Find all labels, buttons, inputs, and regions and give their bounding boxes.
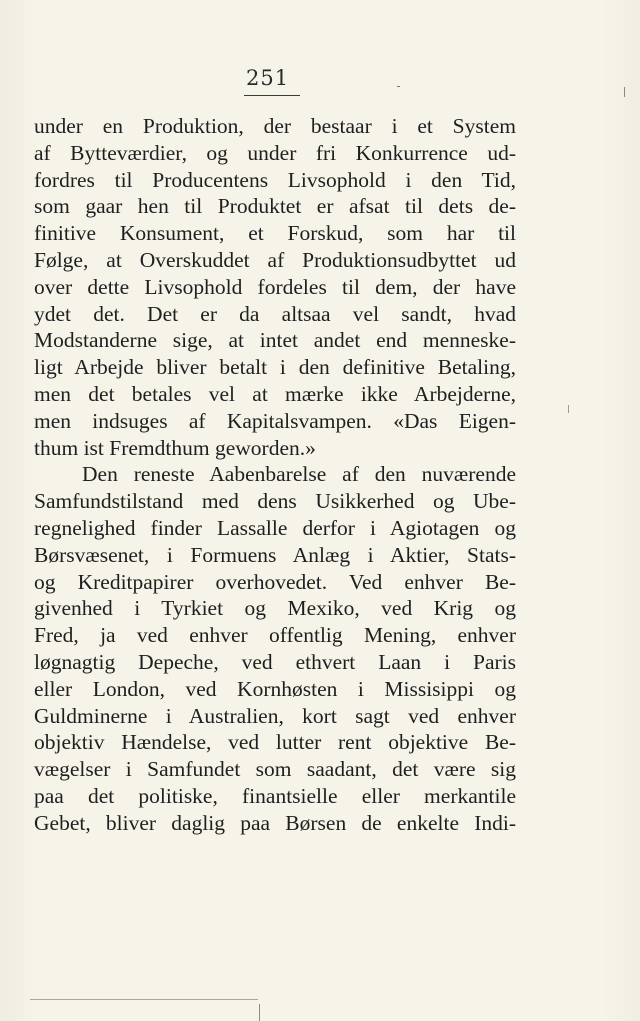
paper-mark-small <box>568 405 569 413</box>
text-line: vægelser i Samfundet som saadant, det være sig <box>34 757 516 782</box>
text-line: løgnagtig Depeche, ved ethvert Laan i Paris <box>34 649 516 674</box>
page-number: 251 <box>246 66 290 90</box>
text-line: Samfundstilstand med dens Usikkerhed og Ube- <box>34 489 516 514</box>
text-line: over dette Livsophold fordeles til dem, der have <box>34 274 516 299</box>
text-line: under en Produktion, der bestaar i et System <box>34 114 516 138</box>
scan-edge-tick <box>259 1004 260 1021</box>
text-line: finitive Konsument, et Forskud, som har til <box>34 221 516 246</box>
text-line: ligt Arbejde bliver betalt i den definitive Betaling, <box>34 355 516 380</box>
text-line: Modstanderne sige, at intet andet end menneske- <box>34 328 516 353</box>
page-number-underline <box>244 95 300 96</box>
text-line: ydet det. Det er da altsaa vel sandt, hvad <box>34 301 516 326</box>
paper-speck <box>397 86 400 87</box>
text-line: af Bytteværdier, og under fri Konkurrence ud- <box>34 140 516 165</box>
text-line: Børsvæsenet, i Formuens Anlæg i Aktier, Stats- <box>34 542 516 567</box>
text-line: regnelighed finder Lassalle derfor i Agiotagen og <box>34 515 516 540</box>
text-line: fordres til Producentens Livsophold i den Tid, <box>34 167 516 192</box>
text-line: men det betales vel at mærke ikke Arbejderne, <box>34 381 516 406</box>
paper-mark <box>624 87 625 97</box>
paragraph-end-line: thum ist Fremdthum geworden.» <box>34 435 316 460</box>
text-line: Gebet, bliver daglig paa Børsen de enkelte Indi- <box>34 810 516 835</box>
text-line: og Kreditpapirer overhovedet. Ved enhver Be- <box>34 569 516 594</box>
scan-edge-line <box>30 999 258 1000</box>
text-line: objektiv Hændelse, ved lutter rent objektive Be- <box>34 730 516 755</box>
text-line: eller London, ved Kornhøsten i Missisippi og <box>34 676 516 701</box>
body-text <box>34 113 516 837</box>
text-line: som gaar hen til Produktet er afsat til dets de- <box>34 194 516 219</box>
text-line: Guldminerne i Australien, kort sagt ved enhver <box>34 703 516 728</box>
text-line: paa det politiske, finantsielle eller merkantile <box>34 783 516 808</box>
text-line: men indsuges af Kapitalsvampen. «Das Eigen- <box>34 408 516 433</box>
text-line: Følge, at Overskuddet af Produktionsudbyttet ud <box>34 247 516 272</box>
text-line: Fred, ja ved enhver offentlig Mening, enhver <box>34 623 516 648</box>
text-line: givenhed i Tyrkiet og Mexiko, ved Krig og <box>34 596 516 621</box>
paragraph-start-line: Den reneste Aabenbarelse af den nuværende <box>82 462 516 487</box>
